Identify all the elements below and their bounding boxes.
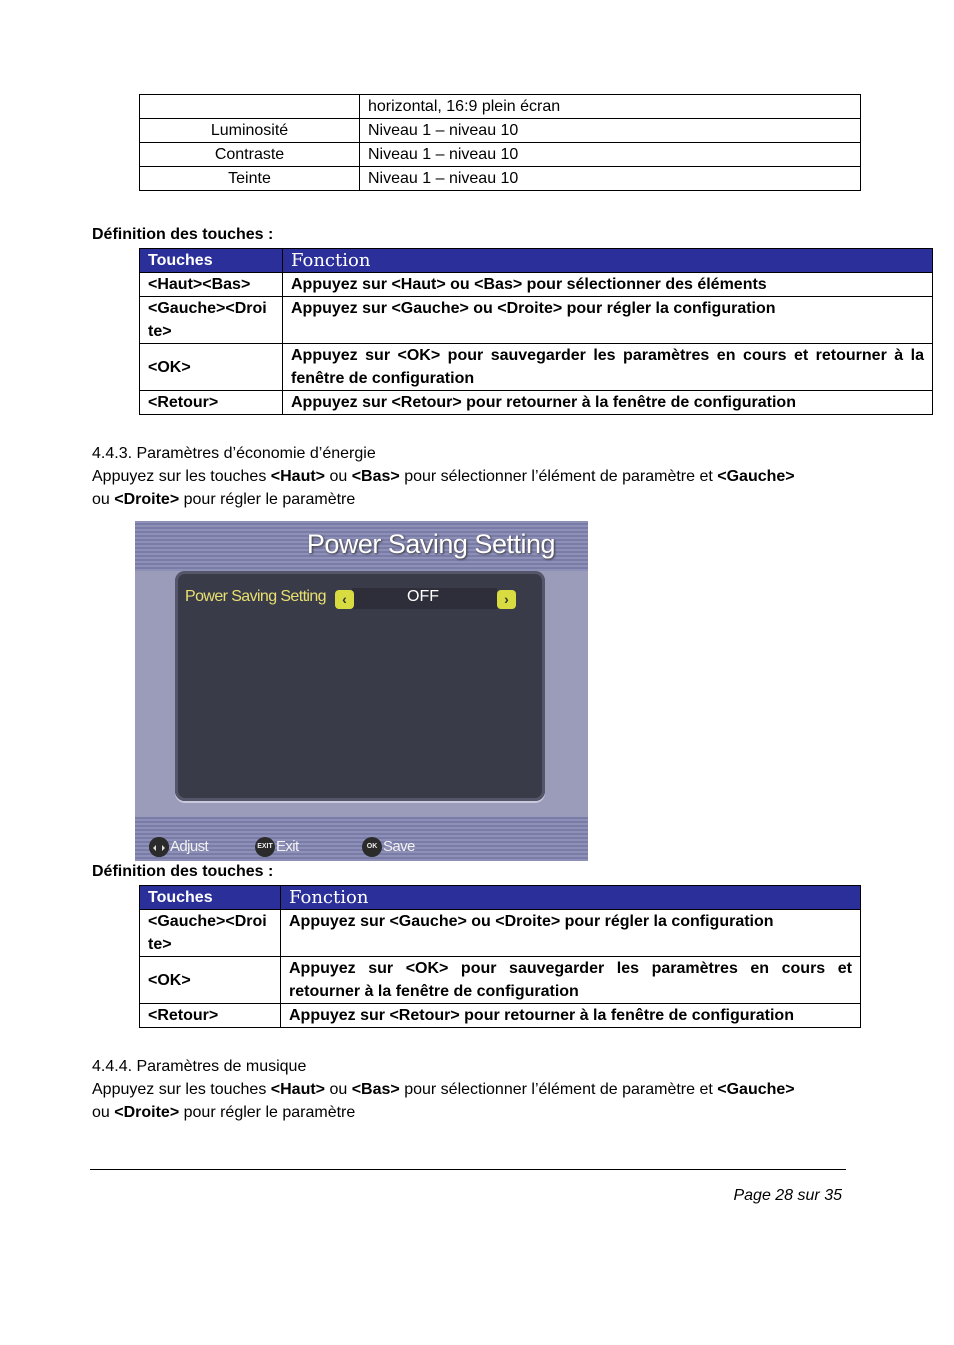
text: ou bbox=[325, 1081, 352, 1098]
desc-cell: Appuyez sur <Retour> pour retourner à la fenêtre de configuration bbox=[281, 1004, 861, 1028]
table-row bbox=[140, 1004, 861, 1028]
instruction-line bbox=[92, 1078, 795, 1101]
text: pour régler le paramètre bbox=[179, 491, 356, 508]
text: pour sélectionner l’élément de paramètre et bbox=[399, 1081, 718, 1098]
desc-cell: Appuyez sur <Gauche> ou <Droite> pour régler la configuration bbox=[283, 297, 933, 344]
setting-value: Niveau 1 – niveau 10 bbox=[360, 119, 861, 143]
power-saving-screenshot bbox=[135, 521, 588, 861]
table-row bbox=[140, 391, 933, 415]
setting-label: Contraste bbox=[140, 143, 360, 167]
key-text: <Haut> bbox=[270, 1081, 326, 1098]
desc-cell: Appuyez sur <OK> pour sauvegarder les paramètres en cours et retourner à la fenêtre de configuration bbox=[283, 344, 933, 391]
text: ou bbox=[92, 1104, 115, 1121]
table-row bbox=[140, 119, 861, 143]
setting-value: Niveau 1 – niveau 10 bbox=[360, 167, 861, 191]
menu-title: Power Saving Setting bbox=[306, 529, 555, 559]
text: Appuyez sur les touches bbox=[92, 1081, 271, 1098]
header-fonction: Fonction bbox=[283, 249, 933, 273]
instruction-line bbox=[92, 1101, 355, 1124]
key-cell: <OK> bbox=[140, 957, 281, 1004]
table-row bbox=[140, 273, 933, 297]
exit-icon: EXIT bbox=[255, 837, 275, 857]
page-number: Page 28 sur 35 bbox=[733, 1187, 842, 1204]
key-cell: <Retour> bbox=[140, 1004, 281, 1028]
desc-cell: Appuyez sur <Gauche> ou <Droite> pour régler la configuration bbox=[281, 910, 861, 957]
setting-value: Niveau 1 – niveau 10 bbox=[360, 143, 861, 167]
footer-divider bbox=[90, 1169, 846, 1170]
table-row bbox=[140, 143, 861, 167]
table-row bbox=[140, 95, 861, 119]
key-text: <Droite> bbox=[114, 1104, 180, 1121]
keys-heading: Définition des touches : bbox=[92, 863, 274, 880]
instruction-line bbox=[92, 488, 355, 511]
save-label: Save bbox=[383, 838, 415, 855]
table-row bbox=[140, 297, 933, 344]
key-text: <Bas> bbox=[351, 1081, 400, 1098]
table-row bbox=[140, 910, 861, 957]
text: pour régler le paramètre bbox=[179, 1104, 356, 1121]
keys-heading: Définition des touches : bbox=[92, 226, 274, 243]
left-arrow-icon[interactable]: ‹ bbox=[335, 590, 354, 609]
key-text: <Gauche> bbox=[717, 1081, 795, 1098]
text: Appuyez sur les touches bbox=[92, 468, 271, 485]
table-header bbox=[140, 249, 933, 273]
key-text: <Haut> bbox=[270, 468, 326, 485]
table-header bbox=[140, 886, 861, 910]
key-cell: <Gauche><Droi te> bbox=[140, 297, 283, 344]
header-touches: Touches bbox=[140, 886, 281, 910]
header-fonction: Fonction bbox=[281, 886, 861, 910]
setting-value: horizontal, 16:9 plein écran bbox=[360, 95, 861, 119]
text: ou bbox=[325, 468, 352, 485]
section-title: 4.4.4. Paramètres de musique bbox=[92, 1058, 307, 1075]
key-text: <Bas> bbox=[351, 468, 400, 485]
key-text: <Gauche> bbox=[717, 468, 795, 485]
text: ou bbox=[92, 491, 115, 508]
header-touches: Touches bbox=[140, 249, 283, 273]
desc-cell: Appuyez sur <Retour> pour retourner à la fenêtre de configuration bbox=[283, 391, 933, 415]
setting-label: Luminosité bbox=[140, 119, 360, 143]
table-row bbox=[140, 167, 861, 191]
key-text: <Droite> bbox=[114, 491, 180, 508]
right-arrow-icon[interactable]: › bbox=[497, 590, 516, 609]
desc-cell: Appuyez sur <OK> pour sauvegarder les paramètres en cours et retourner à la fenêtre de configuration bbox=[281, 957, 861, 1004]
settings-table bbox=[139, 94, 861, 191]
table-row bbox=[140, 957, 861, 1004]
adjust-label: Adjust bbox=[170, 838, 209, 855]
key-cell: <Retour> bbox=[140, 391, 283, 415]
power-saving-value: OFF bbox=[407, 588, 439, 605]
setting-label bbox=[140, 95, 360, 119]
section-title: 4.4.3. Paramètres d’économie d’énergie bbox=[92, 445, 376, 462]
desc-cell: Appuyez sur <Haut> ou <Bas> pour sélectionner des éléments bbox=[283, 273, 933, 297]
keys-table bbox=[139, 248, 933, 415]
exit-label: Exit bbox=[276, 838, 299, 855]
setting-label: Teinte bbox=[140, 167, 360, 191]
adjust-icon bbox=[149, 837, 169, 857]
text: pour sélectionner l’élément de paramètre et bbox=[399, 468, 718, 485]
key-cell: <OK> bbox=[140, 344, 283, 391]
key-cell: <Haut><Bas> bbox=[140, 273, 283, 297]
ok-icon: OK bbox=[362, 837, 382, 857]
table-row bbox=[140, 344, 933, 391]
instruction-line bbox=[92, 465, 795, 488]
power-saving-label: Power Saving Setting bbox=[185, 588, 326, 605]
key-cell: <Gauche><Droi te> bbox=[140, 910, 281, 957]
keys-table bbox=[139, 885, 861, 1028]
